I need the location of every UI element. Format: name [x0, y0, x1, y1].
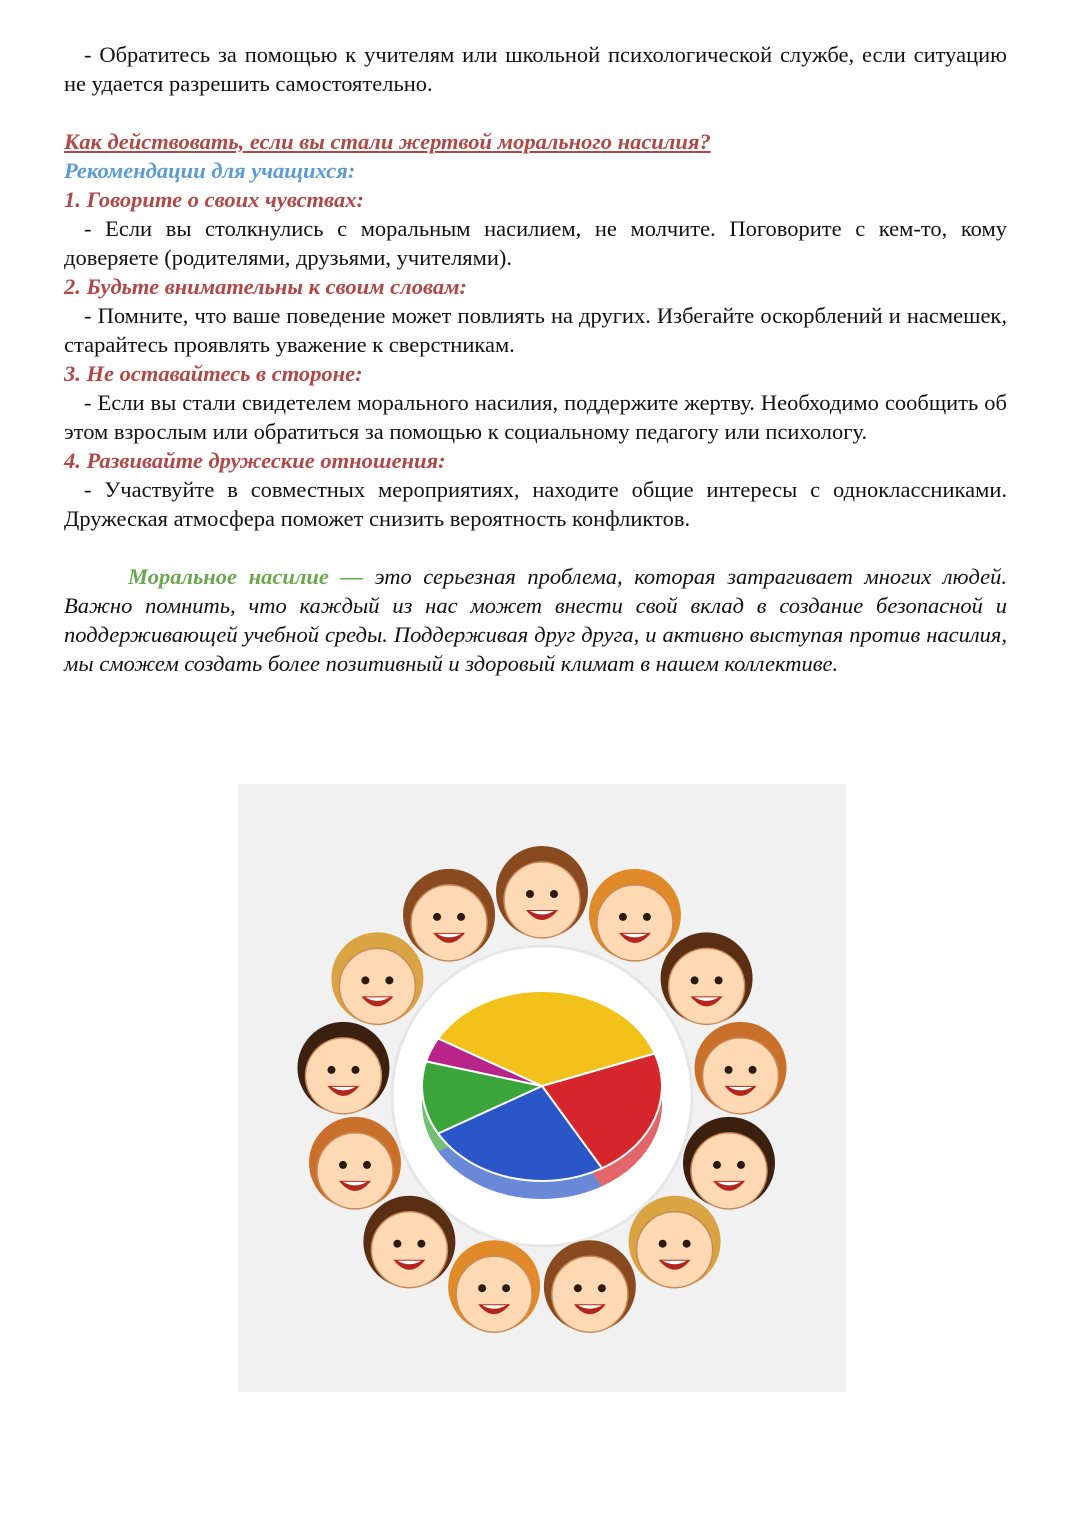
kid-face — [552, 1256, 628, 1332]
kid-eye — [339, 1161, 347, 1169]
kid-eye — [659, 1240, 667, 1248]
kid-eye — [643, 913, 651, 921]
kid-face — [411, 885, 487, 961]
kid-eye — [619, 913, 627, 921]
kid-face — [504, 862, 580, 938]
kid-face — [691, 1133, 767, 1209]
kid-eye — [457, 913, 465, 921]
document-page — [64, 40, 1007, 701]
kid-face — [703, 1038, 779, 1114]
kid-eye — [502, 1284, 510, 1292]
kid-eye — [478, 1284, 486, 1292]
illustration-svg — [238, 784, 846, 1392]
kid-eye — [725, 1066, 733, 1074]
kid-face — [637, 1212, 713, 1288]
kid-eye — [361, 976, 369, 984]
kid-eye — [598, 1284, 606, 1292]
section-title: Как действовать, если вы стали жертвой морального насилия? — [64, 129, 711, 154]
kid-eye — [327, 1066, 335, 1074]
recommendation-text-4: - Участвуйте в совместных мероприятиях, находите общие интересы с одноклассниками. Дружеская атмосфера поможет снизить вероятность конфликтов. — [64, 477, 1007, 531]
kid-face — [456, 1256, 532, 1332]
kid-eye — [363, 1161, 371, 1169]
summary-term: Моральное насилие — — [128, 564, 363, 589]
recommendation-text-2: - Помните, что ваше поведение может повлиять на других. Избегайте оскорблений и насмешек, старайтесь проявлять уважение к сверстникам. — [64, 303, 1007, 357]
kid-face — [305, 1038, 381, 1114]
kid-eye — [715, 976, 723, 984]
kid-eye — [433, 913, 441, 921]
kid-face — [669, 948, 745, 1024]
section-subtitle: Рекомендации для учащихся: — [64, 158, 356, 183]
kid-eye — [526, 890, 534, 898]
recommendation-title-4: 4. Развивайте дружеские отношения: — [64, 448, 446, 473]
kid-eye — [749, 1066, 757, 1074]
kid-eye — [737, 1161, 745, 1169]
kid-eye — [574, 1284, 582, 1292]
recommendation-text-3: - Если вы стали свидетелем морального насилия, поддержите жертву. Необходимо сообщить об этом взрослым или обратиться за помощью к социальному педагогу или психологу. — [64, 390, 1007, 444]
recommendation-text-1: - Если вы столкнулись с моральным насилием, не молчите. Поговорите с кем-то, кому доверяете (родителями, друзьями, учителями). — [64, 216, 1007, 270]
children-around-pie-illustration — [238, 784, 846, 1392]
kid-eye — [550, 890, 558, 898]
kid-eye — [351, 1066, 359, 1074]
kid-eye — [713, 1161, 721, 1169]
kid-eye — [417, 1240, 425, 1248]
kid-eye — [385, 976, 393, 984]
intro-paragraph: - Обратитесь за помощью к учителям или школьной психологической службе, если ситуацию не удается разрешить самостоятельно. — [64, 42, 1007, 96]
summary-paragraph — [64, 562, 1007, 678]
kid-face — [339, 948, 415, 1024]
kid-eye — [683, 1240, 691, 1248]
recommendation-title-3: 3. Не оставайтесь в стороне: — [64, 361, 363, 386]
recommendation-title-1: 1. Говорите о своих чувствах: — [64, 187, 364, 212]
summary-text: это серьезная проблема, которая затрагивает многих людей. Важно помнить, что каждый из нас может внести свой вклад в создание безопасной и поддерживающей учебной среды. Поддерживая друг друга, и активно выступая против насилия, мы сможем создать более позитивный и здоровый климат в нашем коллективе. — [64, 564, 1007, 676]
kid-face — [317, 1133, 393, 1209]
kid-eye — [393, 1240, 401, 1248]
kid-face — [371, 1212, 447, 1288]
recommendation-title-2: 2. Будьте внимательны к своим словам: — [64, 274, 468, 299]
kid-eye — [691, 976, 699, 984]
kid-face — [597, 885, 673, 961]
